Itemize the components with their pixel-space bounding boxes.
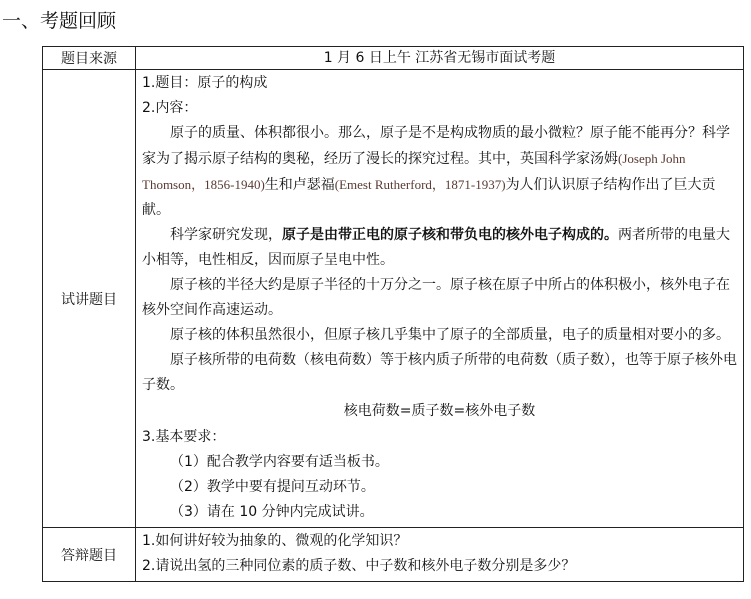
- paragraph-5: 原子核所带的电荷数（核电荷数）等于核内质子所带的电荷数（质子数），也等于原子核外电子数。: [142, 352, 737, 393]
- section-title: 一、考题回顾: [2, 10, 117, 32]
- content-heading: 2.内容：: [142, 100, 198, 116]
- paragraph-3: 原子核的半径大约是原子半径的十万分之一。原子核在原子中所占的体积极小，核外电子在核外空间作高速运动。: [142, 277, 730, 318]
- paragraph-1: [142, 121, 737, 223]
- requirements-heading: 3.基本要求：: [142, 429, 226, 445]
- defense-question-1: 1.如何讲好较为抽象的、微观的化学知识？: [142, 533, 408, 549]
- p2-bold: 原子是由带正电的原子核和带负电的核外电子构成的。: [282, 227, 618, 243]
- thomson-name: (Joseph John Thomson，1856-1940): [142, 151, 686, 192]
- paragraph-2: [142, 223, 737, 273]
- lecture-row: [43, 70, 744, 528]
- defense-label: 答辩题目: [43, 528, 136, 582]
- requirement-2: （2）教学中要有提问互动环节。: [170, 479, 375, 495]
- source-value: 1 月 6 日上午 江苏省无锡市面试考题: [136, 47, 744, 70]
- defense-content: [136, 528, 744, 582]
- header-row: [43, 47, 744, 70]
- defense-question-2: 2.请说出氢的三种同位素的质子数、中子数和核外电子数分别是多少？: [142, 558, 576, 574]
- p1-end: 为人们认识原子结构作出了巨大贡献。: [142, 177, 716, 218]
- lecture-content: [136, 70, 744, 528]
- formula: 核电荷数=质子数=核外电子数: [343, 403, 536, 419]
- p2-start: 科学家研究发现，: [170, 227, 282, 243]
- exam-table: [42, 46, 744, 582]
- rutherford-name: (Emest Rutherford，1871-1937): [334, 177, 506, 192]
- defense-row: [43, 528, 744, 582]
- p1-mid: 生和卢瑟福: [264, 177, 335, 193]
- paragraph-4: 原子核的体积虽然很小，但原子核几乎集中了原子的全部质量，电子的质量相对要小的多。: [170, 327, 730, 343]
- p1-text: 原子的质量、体积都很小。那么，原子是不是构成物质的最小微粒？原子能不能再分？科学家为了揭示原子结构的奥秘，经历了漫长的探究过程。其中，英国科学家汤姆: [142, 125, 730, 167]
- source-label: 题目来源: [43, 47, 136, 70]
- lecture-topic: 1.题目：原子的构成: [142, 75, 268, 91]
- p2-end: 两者所带的电量大小相等，电性相反，因而原子呈电中性。: [142, 227, 730, 268]
- lecture-label: 试讲题目: [43, 70, 136, 528]
- requirement-1: （1）配合教学内容要有适当板书。: [170, 454, 389, 470]
- requirement-3: （3）请在 10 分钟内完成试讲。: [170, 504, 374, 520]
